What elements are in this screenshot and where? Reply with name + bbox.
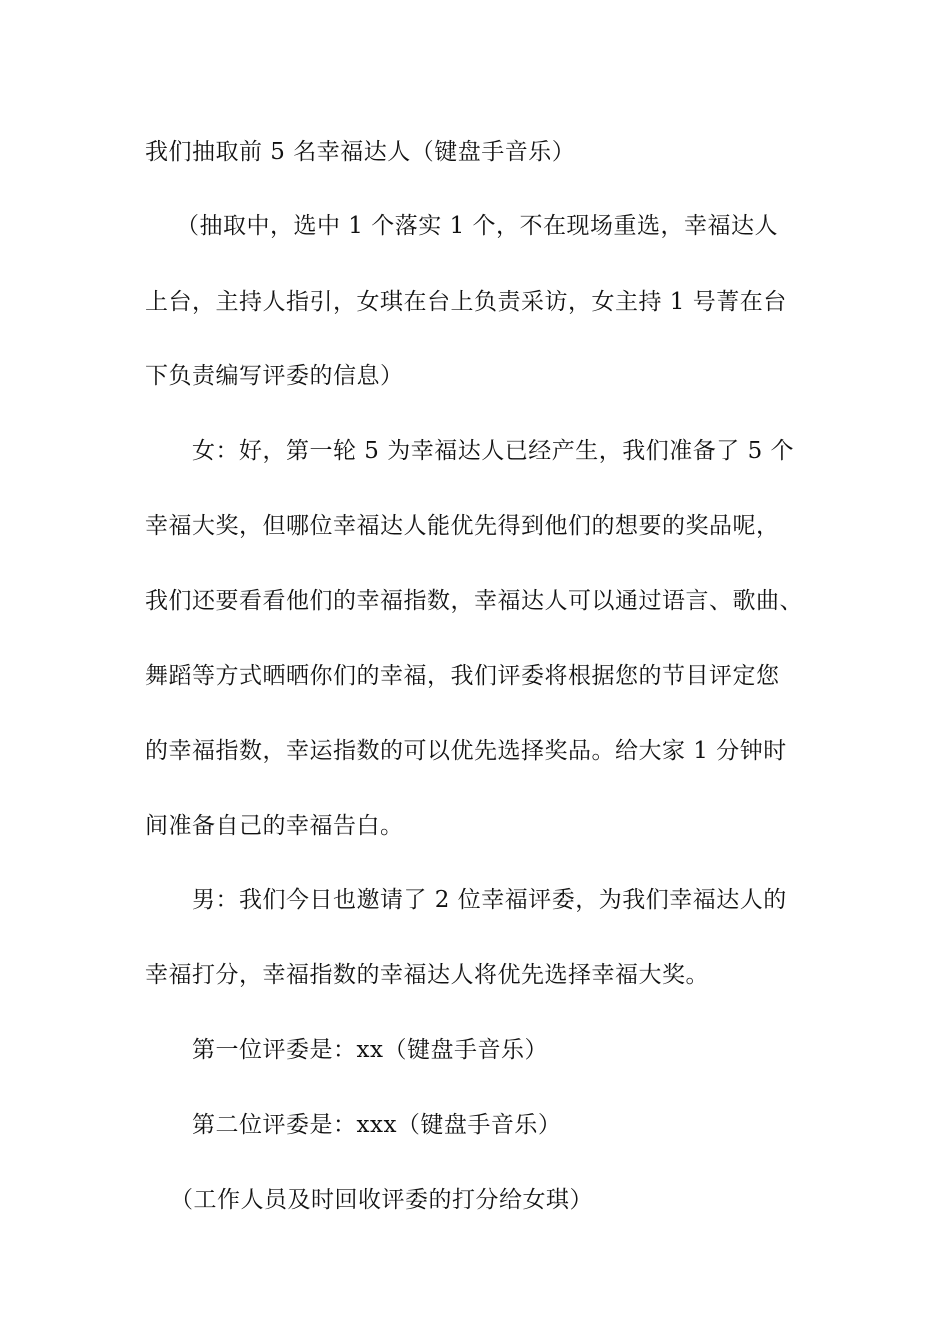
text-line-13: 第一位评委是：xx（键盘手音乐） xyxy=(192,1037,548,1063)
text-line-11: 男：我们今日也邀请了 2 位幸福评委，为我们幸福达人的 xyxy=(192,887,787,913)
text-line-10: 间准备自己的幸福告白。 xyxy=(145,813,404,839)
text-line-7: 我们还要看看他们的幸福指数，幸福达人可以通过语言、歌曲、 xyxy=(145,588,803,614)
text-line-1: 我们抽取前 5 名幸福达人（键盘手音乐） xyxy=(145,139,576,165)
text-line-6: 幸福大奖，但哪位幸福达人能优先得到他们的想要的奖品呢， xyxy=(145,513,780,539)
text-line-4: 下负责编写评委的信息） xyxy=(145,363,404,389)
text-line-3: 上台，主持人指引，女琪在台上负责采访，女主持 1 号菁在台 xyxy=(145,289,787,315)
text-line-8: 舞蹈等方式晒晒你们的幸福，我们评委将根据您的节目评定您 xyxy=(145,663,780,689)
text-line-9: 的幸福指数，幸运指数的可以优先选择奖品。给大家 1 分钟时 xyxy=(145,738,787,764)
text-line-14: 第二位评委是：xxx（键盘手音乐） xyxy=(192,1112,562,1138)
text-line-15: （工作人员及时回收评委的打分给女琪） xyxy=(170,1187,593,1213)
text-line-12: 幸福打分，幸福指数的幸福达人将优先选择幸福大奖。 xyxy=(145,962,709,988)
text-line-5: 女：好，第一轮 5 为幸福达人已经产生，我们准备了 5 个 xyxy=(192,438,795,464)
text-line-2: （抽取中，选中 1 个落实 1 个，不在现场重选，幸福达人 xyxy=(176,213,779,239)
